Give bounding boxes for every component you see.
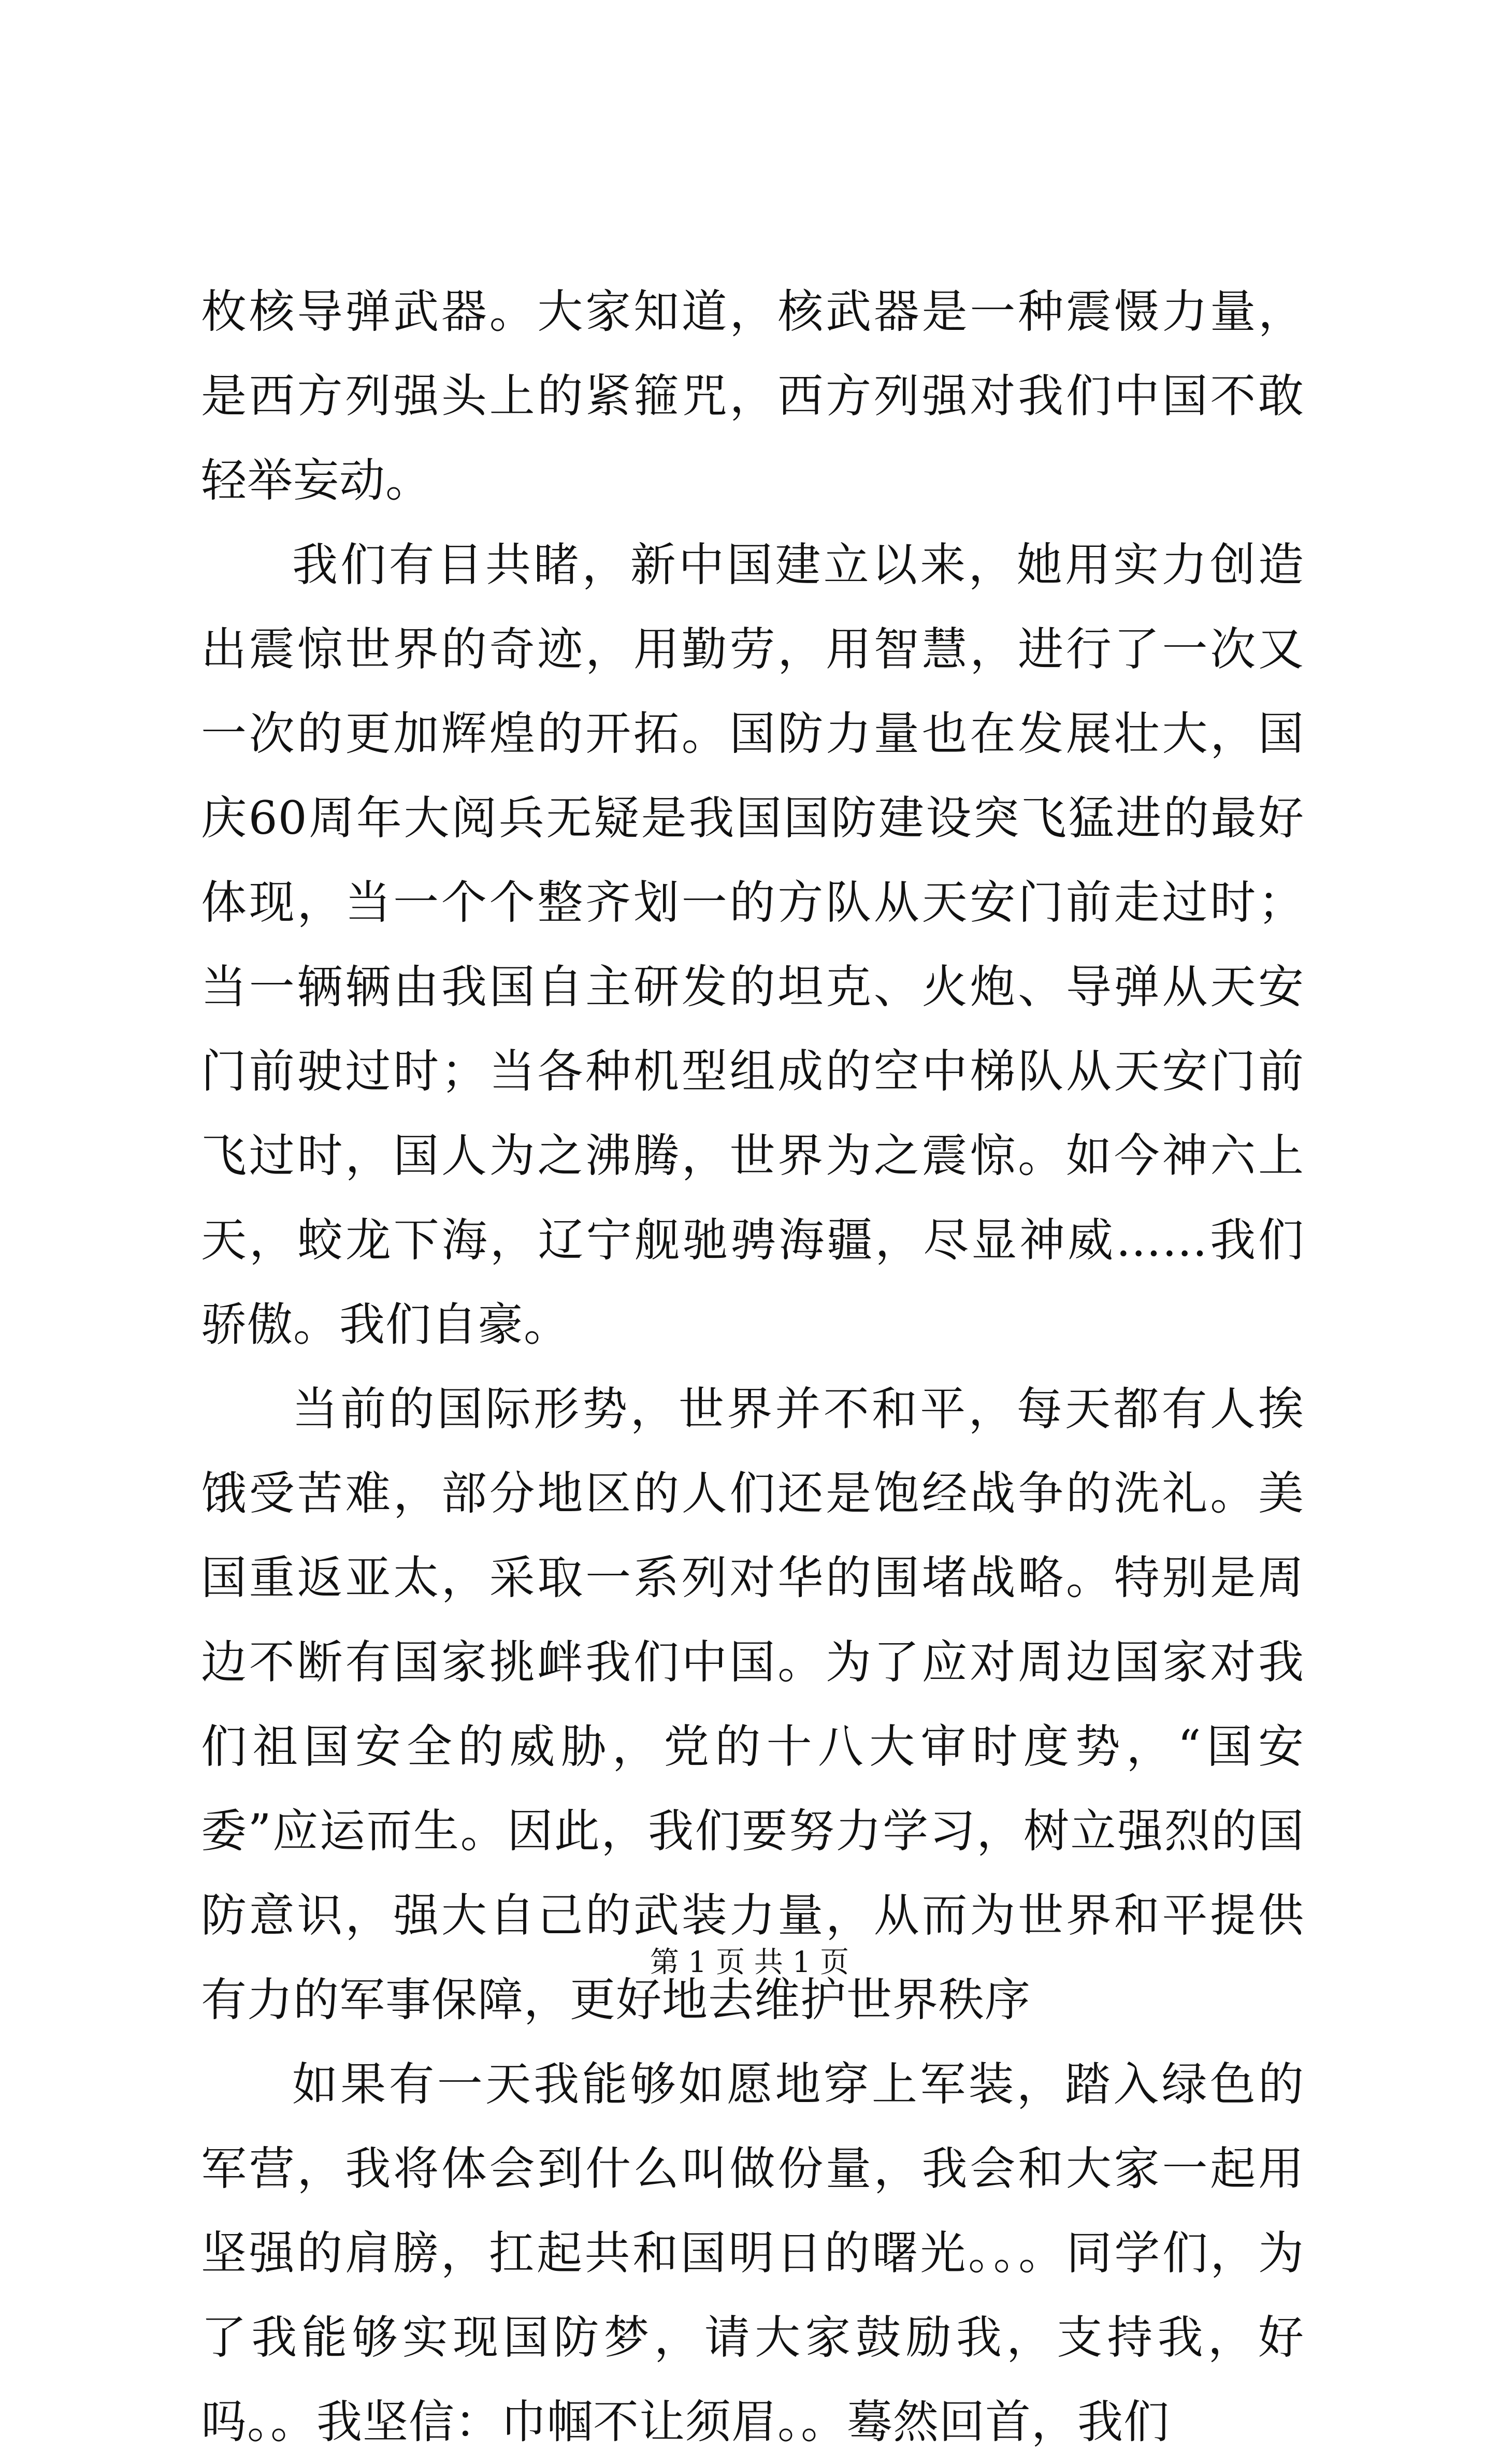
- paragraph-international-situation: 当前的国际形势，世界并不和平，每天都有人挨饿受苦难，部分地区的人们还是饱经战争的洗礼。美国重返亚太，采取一系列对华的围堵战略。特别是周边不断有国家挑衅我们中国。为了应对周边国家对我们祖国安全的威胁，党的十八大审时度势，“国安委”应运而生。因此，我们要努力学习，树立强烈的国防意识，强大自己的武装力量，从而为世界和平提供有力的军事保障，更好地去维护世界秩序: [201, 1382, 1304, 2026]
- paragraph-national-defense: 我们有目共睹，新中国建立以来，她用实力创造出震惊世界的奇迹，用勤劳，用智慧，进行了一次又一次的更加辉煌的开拓。国防力量也在发展壮大，国庆60周年大阅兵无疑是我国国防建设突飞猛进的最好体现，当一个个整齐划一的方队从天安门前走过时；当一辆辆由我国自主研发的坦克、火炮、导弹从天安门前驶过时；当各种机型组成的空中梯队从天安门前飞过时，国人为之沸腾，世界为之震惊。如今神六上天，蛟龙下海，辽宁舰驰骋海疆，尽显神威……我们骄傲。我们自豪。: [201, 538, 1304, 1351]
- body-text: [201, 269, 1304, 2464]
- paragraph-continuation: 枚核导弹武器。大家知道，核武器是一种震慑力量，是西方列强头上的紧箍咒，西方列强对我们中国不敢轻举妄动。: [201, 285, 1304, 507]
- page-footer: 第 1 页 共 1 页: [650, 1946, 849, 1979]
- paragraph-military-dream: 如果有一天我能够如愿地穿上军装，踏入绿色的军营，我将体会到什么叫做份量，我会和大家一起用坚强的肩膀，扛起共和国明日的曙光。。。同学们，为了我能够实现国防梦，请大家鼓励我，支持我，好吗。。我坚信：巾帼不让须眉。。蓦然回首，我们: [201, 2057, 1304, 2448]
